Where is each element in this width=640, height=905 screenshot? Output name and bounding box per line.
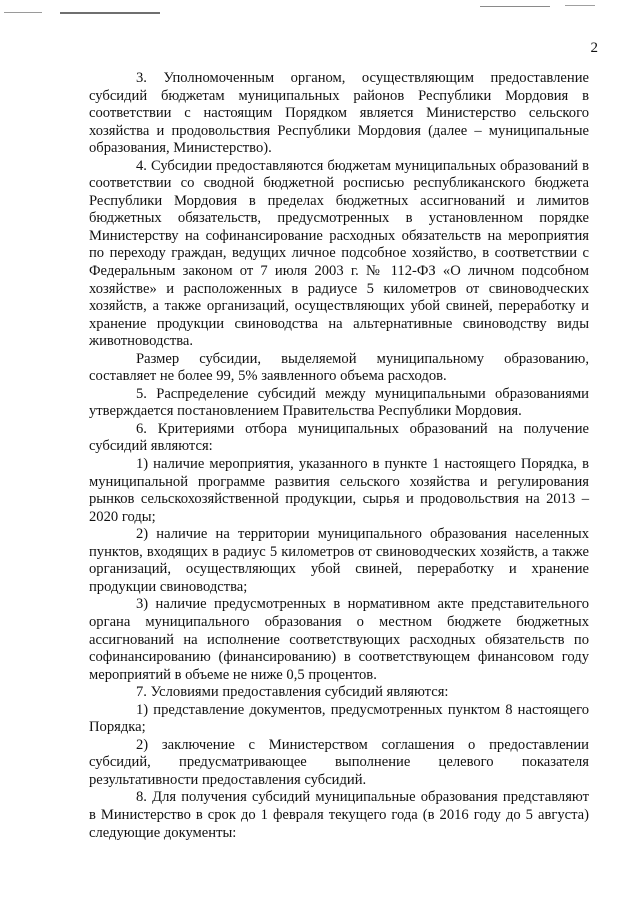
paragraph-4-subsidy-provision: 4. Субсидии предоставляются бюджетам муниципальных образований в соответствии со сводной бюджетной росписью республиканского бюджета Республики Мордовия в пределах бюджетных ассигнований и лимитов бюджетных обязательств, предусмотренных в установленном порядке Министерству на софинансирование расходных обязательств на мероприятия по переходу граждан, ведущих личное подсобное хозяйство, в соответствии с Федеральным законом от 7 июля 2003 г. № 112-ФЗ «О личном подсобном хозяйстве» и расположенных в радиусе 5 километров от свиноводческих хозяйств, а также организаций, осуществляющих убой свиней, переработку и хранение продукции свиноводства на альтернативные свиноводству виды животноводства. bbox=[89, 157, 589, 350]
criteria-item-1: 1) наличие мероприятия, указанного в пункте 1 настоящего Порядка, в муниципальной программе развития сельского хозяйства и регулирования рынков сельскохозяйственной продукции, сырья и продовольствия на 2013 – 2020 годы; bbox=[89, 456, 589, 525]
paragraph-5-distribution: 5. Распределение субсидий между муниципальными образованиями утверждается постановлением Правительства Республики Мордовия. bbox=[89, 385, 589, 420]
paragraph-subsidy-size: Размер субсидии, выделяемой муниципальному образованию, составляет не более 99, 5% заявленного объема расходов. bbox=[89, 350, 589, 385]
criteria-item-3: 3) наличие предусмотренных в нормативном акте представительного органа муниципального образования о местном бюджете бюджетных ассигнований на исполнение соответствующих расходных обязательств по софинансированию (финансированию) в соответствующем финансовом году мероприятий в объеме не ниже 0,5 процентов. bbox=[89, 596, 589, 683]
scan-artifact-mark bbox=[4, 12, 42, 13]
page-number: 2 bbox=[590, 40, 598, 56]
conditions-item-2: 2) заключение с Министерством соглашения о предоставлении субсидий, предусматривающее выполнение целевого показателя результативности предоставления субсидий. bbox=[89, 736, 589, 788]
conditions-item-1: 1) представление документов, предусмотренных пунктом 8 настоящего Порядка; bbox=[89, 701, 589, 736]
scan-artifact-mark bbox=[480, 6, 550, 7]
paragraph-8-documents: 8. Для получения субсидий муниципальные образования представляют в Министерство в срок до 1 февраля текущего года (в 2016 году до 5 августа) следующие документы: bbox=[89, 789, 589, 841]
scan-artifact-mark bbox=[565, 5, 595, 6]
paragraph-7-conditions: 7. Условиями предоставления субсидий являются: bbox=[136, 684, 449, 701]
paragraph-6-criteria: 6. Критериями отбора муниципальных образований на получение субсидий являются: bbox=[89, 420, 589, 455]
scan-artifact-mark bbox=[60, 12, 160, 14]
paragraph-3-authorized-body: 3. Уполномоченным органом, осуществляющим предоставление субсидий бюджетам муниципальных районов Республики Мордовия в соответствии с настоящим Порядком является Министерство сельского хозяйства и продовольствия Республики Мордовия (далее – муниципальные образования, Министерство). bbox=[89, 70, 589, 157]
criteria-item-2: 2) наличие на территории муниципального образования населенных пунктов, входящих в радиус 5 километров от свиноводческих хозяйств, а также организаций, осуществляющих убой свиней, переработку и хранение продукции свиноводства; bbox=[89, 526, 589, 595]
document-body bbox=[89, 70, 589, 842]
